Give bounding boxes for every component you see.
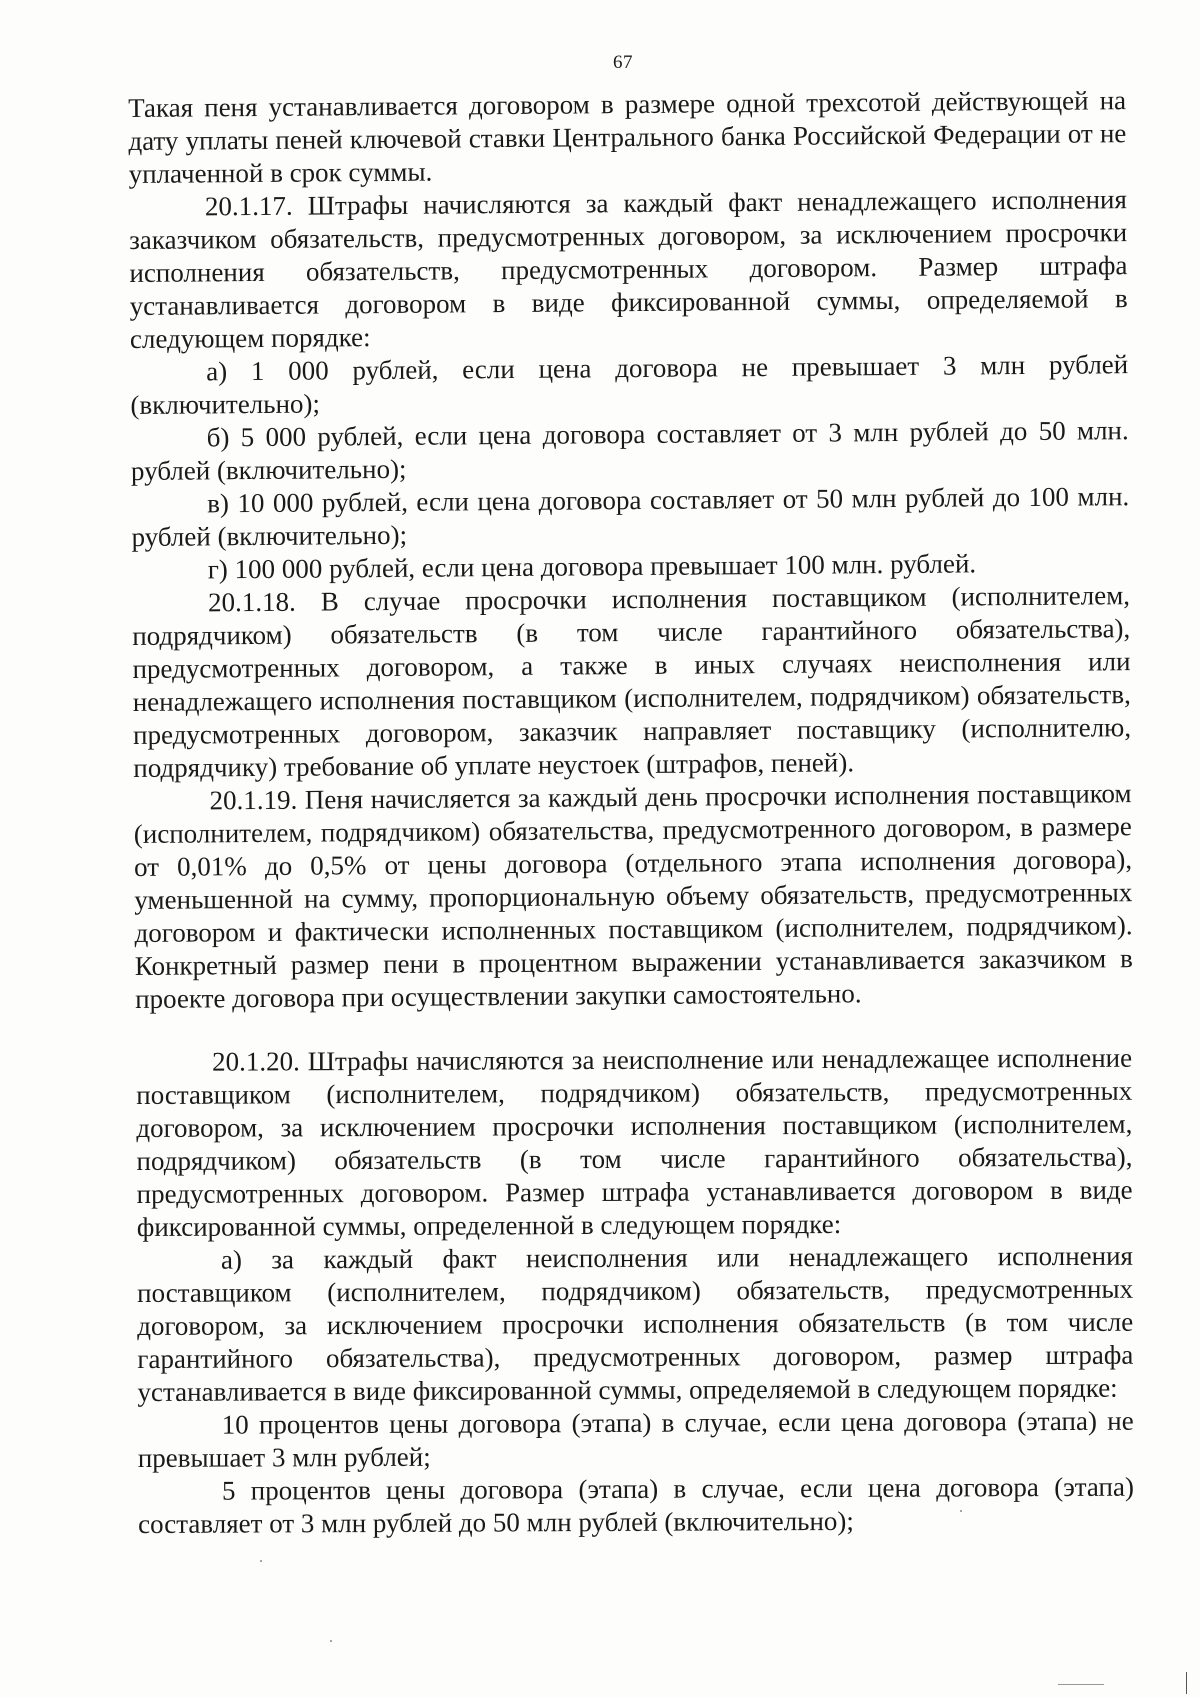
fine-tier-5-percent: 5 процентов цены договора (этапа) в случае, если цена договора (этапа) составляет от 3 млн рублей до 50 млн рублей (включительно); bbox=[138, 1471, 1134, 1539]
list-item-a: а) 1 000 рублей, если цена договора не превышает 3 млн рублей (включительно); bbox=[130, 349, 1129, 420]
paragraph-20-1-19: 20.1.19. Пеня начисляется за каждый день просрочки исполнения поставщиком (исполнителем, подрядчиком) обязательства, предусмотренного договором, в размере от 0,01% до 0,5% от цены договора (отдельного этапа исполнения договора), уменьшенной на сумму, пропорциональную объему обязательств, предусмотренных договором и фактически исполненных поставщиком (исполнителем, подрядчиком). Конкретный размер пени в процентном выражении устанавливается заказчиком в проекте договора при осуществлении закупки самостоятельно. bbox=[133, 778, 1133, 1014]
paragraph-penalty-rate: Такая пеня устанавливается договором в размере одной трехсотой действующей на дату уплаты пеней ключевой ставки Центрального банка Российской Федерации от не уплаченной в срок суммы. bbox=[128, 85, 1127, 189]
list-item-g: г) 100 000 рублей, если цена договора превышает 100 млн. рублей. bbox=[207, 548, 977, 585]
text-block-bottom bbox=[136, 1042, 1134, 1541]
list-item-b: б) 5 000 рублей, если цена договора составляет от 3 млн рублей до 50 млн. рублей (включительно); bbox=[130, 415, 1129, 486]
paragraph-20-1-18: 20.1.18. В случае просрочки исполнения поставщиком (исполнителем, подрядчиком) обязательств (в том числе гарантийного обязательства), предусмотренных договором, а также в иных случаях неисполнения или ненадлежащего исполнения поставщиком (исполнителем, подрядчиком) обязательств, предусмотренных договором, заказчик направляет поставщику (исполнителю, подрядчику) требование об уплате неустоек (штрафов, пеней). bbox=[132, 580, 1132, 783]
scan-edge-mark bbox=[1186, 1672, 1187, 1694]
text-block-top bbox=[128, 84, 1133, 1016]
paragraph-20-1-17: 20.1.17. Штрафы начисляются за каждый факт ненадлежащего исполнения заказчиком обязательств, предусмотренных договором, за исключением просрочки исполнения обязательств, предусмотренных договором. Размер штрафа устанавливается договором в виде фиксированной суммы, определяемой в следующем порядке: bbox=[129, 184, 1128, 354]
scan-speck bbox=[330, 1640, 332, 1642]
scan-speck bbox=[260, 1560, 262, 1562]
fine-tier-10-percent: 10 процентов цены договора (этапа) в случае, если цена договора (этапа) не превышает 3 млн рублей; bbox=[137, 1405, 1134, 1473]
scan-edge-mark bbox=[1058, 1684, 1104, 1685]
page-number: 67 bbox=[613, 52, 633, 73]
list-item-a-fines: а) за каждый факт неисполнения или ненадлежащего исполнения поставщиком (исполнителем, подрядчиком) обязательств, предусмотренных договором, за исключением просрочки исполнения обязательств (в том числе гарантийного обязательства), предусмотренных договором, размер штрафа устанавливается в виде фиксированной суммы, определяемой в следующем порядке: bbox=[137, 1240, 1134, 1407]
paragraph-20-1-20: 20.1.20. Штрафы начисляются за неисполнение или ненадлежащее исполнение поставщиком (исполнителем, подрядчиком) обязательств, предусмотренных договором, за исключением просрочки исполнения поставщиком (исполнителем, подрядчиком) обязательств (в том числе гарантийного обязательства), предусмотренных договором. Размер штрафа устанавливается договором в виде фиксированной суммы, определенной в следующем порядке: bbox=[136, 1042, 1133, 1242]
scan-speck bbox=[960, 1510, 962, 1512]
list-item-v: в) 10 000 рублей, если цена договора составляет от 50 млн рублей до 100 млн. рублей (включительно); bbox=[131, 481, 1130, 552]
